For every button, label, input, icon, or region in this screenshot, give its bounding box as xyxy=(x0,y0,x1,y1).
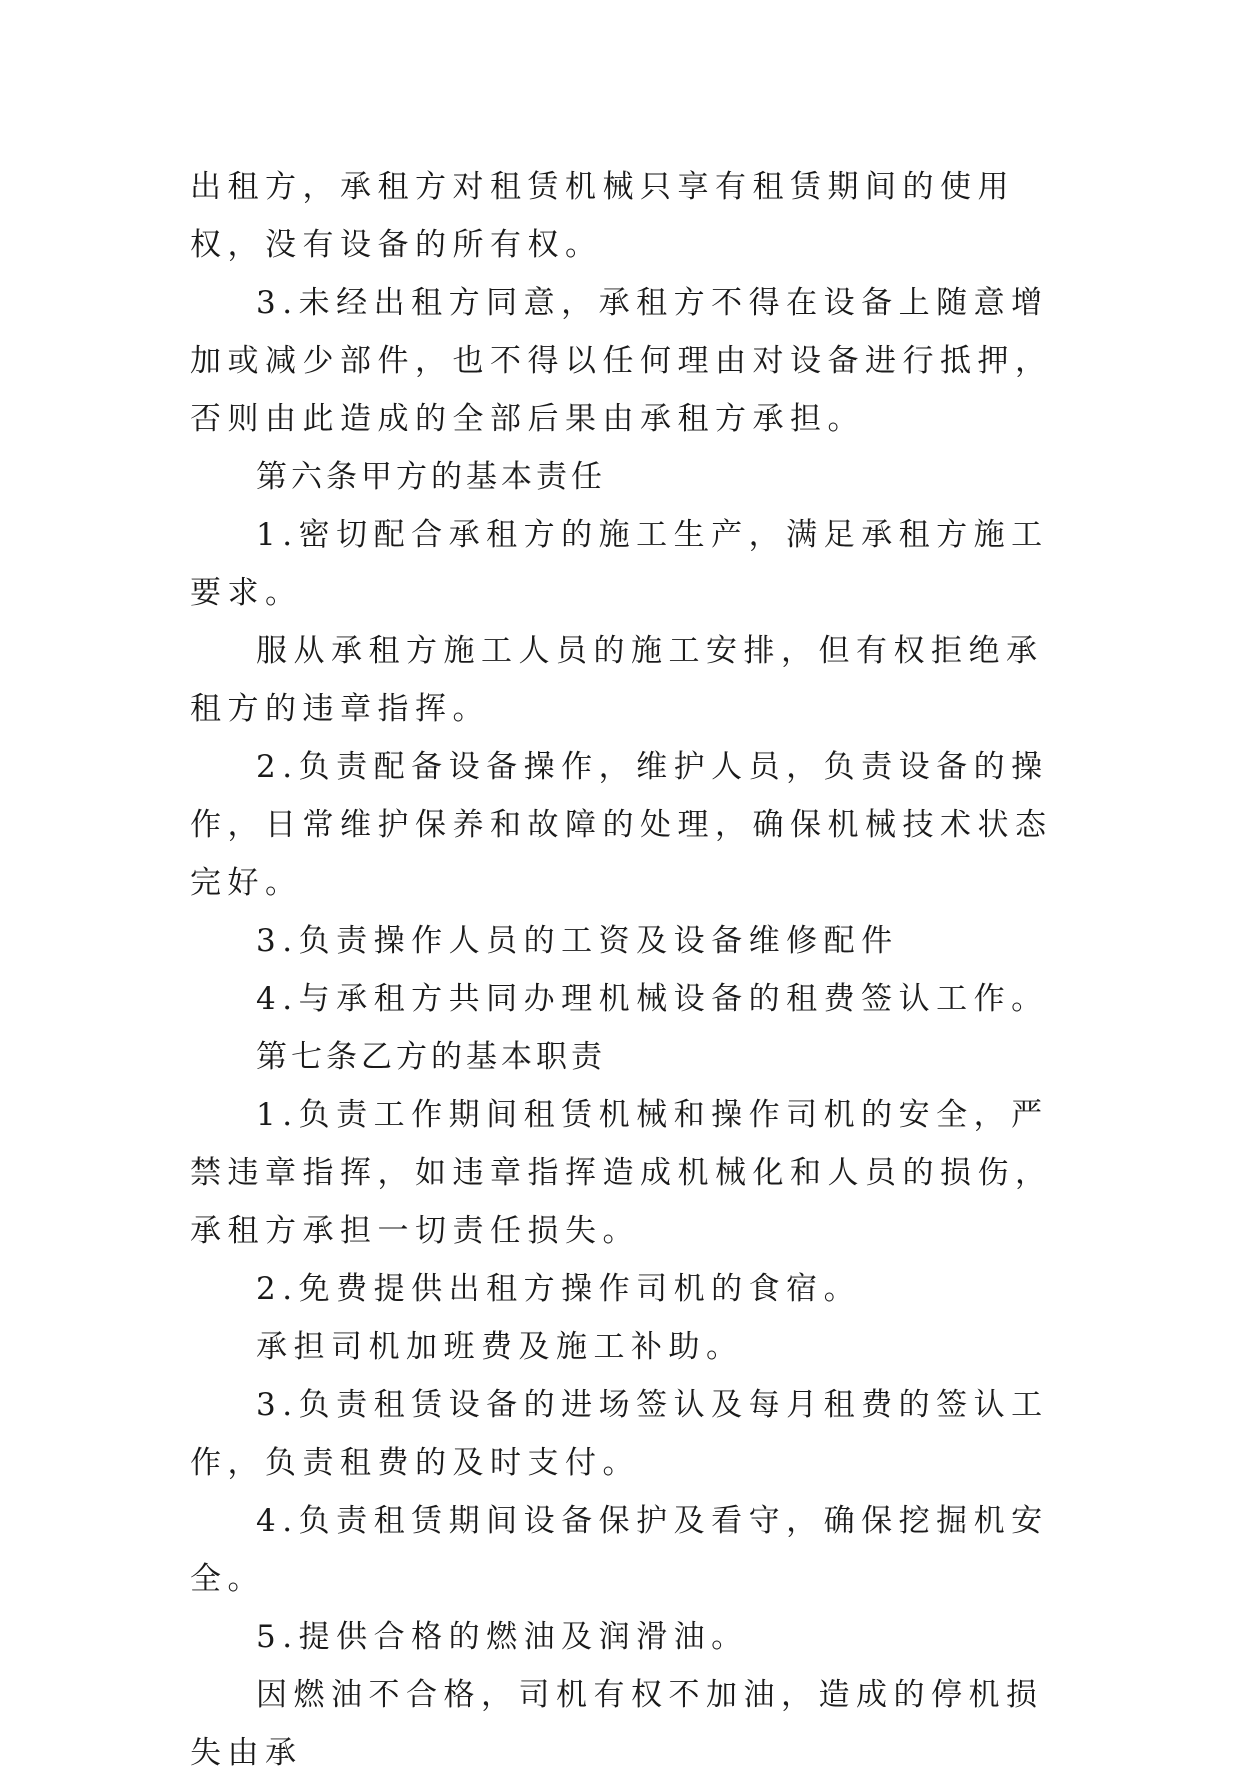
paragraph-item: 4.与承租方共同办理机械设备的租费签认工作。 xyxy=(256,981,1049,1017)
paragraph-item: 服从承租方施工人员的施工安排，但有权拒绝承租方的违章指挥。 xyxy=(190,633,1044,727)
paragraph-continuation: 出租方，承租方对租赁机械只享有租赁期间的使用权，没有设备的所有权。 xyxy=(190,169,1015,263)
section-heading: 第六条甲方的基本责任 xyxy=(256,459,606,495)
paragraph-item: 因燃油不合格，司机有权不加油，造成的停机损失由承 xyxy=(190,1677,1044,1771)
paragraph-item: 2.负责配备设备操作，维护人员，负责设备的操作，日常维护保养和故障的处理，确保机械技术状态完好。 xyxy=(190,749,1053,901)
document-body xyxy=(190,158,1060,1782)
paragraph-item: 1.密切配合承租方的施工生产，满足承租方施工要求。 xyxy=(190,517,1049,611)
paragraph-item: 2.免费提供出租方操作司机的食宿。 xyxy=(256,1271,862,1307)
paragraph-item: 3.负责操作人员的工资及设备维修配件 xyxy=(256,923,899,959)
section-heading: 第七条乙方的基本职责 xyxy=(256,1039,606,1075)
paragraph-item: 承担司机加班费及施工补助。 xyxy=(256,1329,744,1365)
paragraph-item: 3.负责租赁设备的进场签认及每月租费的签认工作，负责租费的及时支付。 xyxy=(190,1387,1049,1481)
paragraph-item: 3.未经出租方同意，承租方不得在设备上随意增加或减少部件，也不得以任何理由对设备进行抵押，否则由此造成的全部后果由承租方承担。 xyxy=(190,285,1053,437)
paragraph-item: 5.提供合格的燃油及润滑油。 xyxy=(256,1619,749,1655)
paragraph-item: 1.负责工作期间租赁机械和操作司机的安全，严禁违章指挥，如违章指挥造成机械化和人员的损伤，承租方承担一切责任损失。 xyxy=(190,1097,1053,1249)
paragraph-item: 4.负责租赁期间设备保护及看守，确保挖掘机安全。 xyxy=(190,1503,1049,1597)
